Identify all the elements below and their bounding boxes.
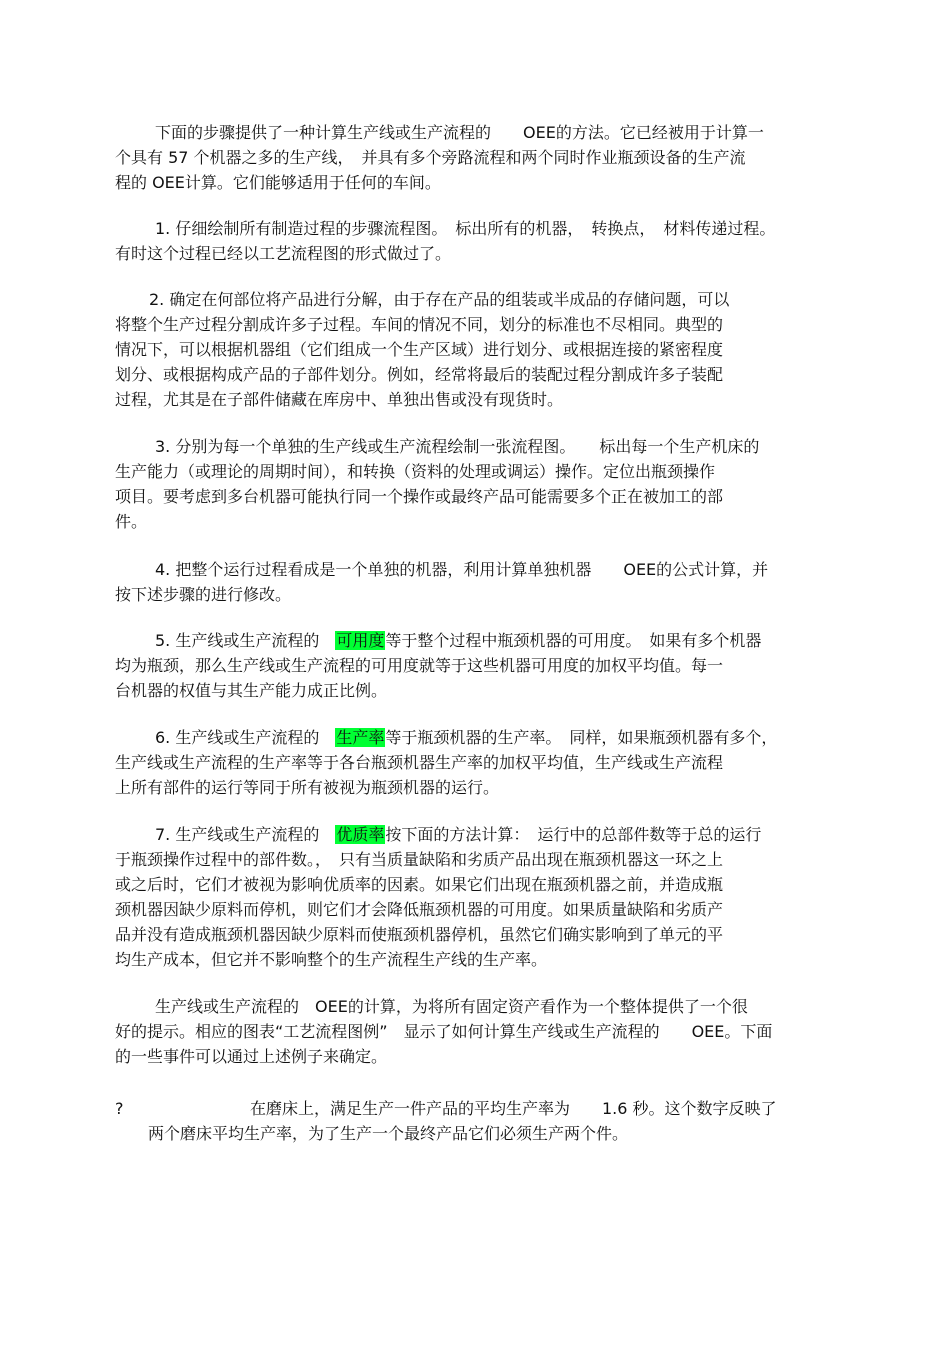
- step7-line-2: 于瓶颈操作过程中的部件数。， 只有当质量缺陷和劣质产品出现在瓶颈机器这一环之上: [115, 850, 724, 869]
- step5-line-3: 台机器的权值与其生产能力成正比例。: [115, 681, 388, 700]
- step3-paragraph-cont: [115, 459, 850, 534]
- step5-line-1: [155, 628, 850, 653]
- step7-line-5: 品并没有造成瓶颈机器因缺少原料而使瓶颈机器停机，虽然它们确实影响到了单元的平: [115, 925, 724, 944]
- step7-line-4: 颈机器因缺少原料而停机，则它们才会降低瓶颈机器的可用度。如果质量缺陷和劣质产: [115, 900, 724, 919]
- step5-highlight-availability: 可用度: [336, 631, 385, 650]
- step6-line-3: 上所有部件的运行等同于所有被视为瓶颈机器的运行。: [115, 778, 500, 797]
- step2-paragraph: [115, 287, 850, 312]
- step5-line-2: 均为瓶颈，那么生产线或生产流程的可用度就等于这些机器可用度的加权平均值。每一: [115, 656, 724, 675]
- step6-highlight-performance: 生产率: [336, 728, 385, 747]
- intro-line-1: 下面的步骤提供了一种计算生产线或生产流程的 OEE的方法。它已经被用于计算一: [155, 123, 764, 142]
- intro-line-2: 个具有 57 个机器之多的生产线， 并具有多个旁路流程和两个同时作业瓶颈设备的生产流: [115, 148, 746, 167]
- step7-paragraph-cont: [115, 847, 850, 972]
- step1-line-2: 有时这个过程已经以工艺流程图的形式做过了。: [115, 244, 452, 263]
- step3-line-2: 生产能力（或理论的周期时间），和转换（资料的处理或调运）操作。定位出瓶颈操作: [115, 462, 716, 481]
- step2-line-5: 过程，尤其是在子部件储藏在库房中、单独出售或没有现货时。: [115, 390, 564, 409]
- intro-paragraph: [115, 120, 850, 145]
- step6-paragraph: [115, 725, 850, 750]
- step2-line-2: 将整个生产过程分割成许多子过程。车间的情况不同，划分的标准也不尽相同。典型的: [115, 315, 724, 334]
- step1-line-1: 1. 仔细绘制所有制造过程的步骤流程图。 标出所有的机器， 转换点， 材料传递过程。: [155, 219, 776, 238]
- summary-line-1: 生产线或生产流程的 OEE的计算，为将所有固定资产看作为一个整体提供了一个很: [155, 997, 748, 1016]
- step6-line-2: 生产线或生产流程的生产率等于各台瓶颈机器生产率的加权平均值，生产线或生产流程: [115, 753, 724, 772]
- step3-paragraph: [115, 434, 850, 459]
- summary-line-3: 的一些事件可以通过上述例子来确定。: [115, 1047, 388, 1066]
- step4-line-1: 4. 把整个运行过程看成是一个单独的机器，利用计算单独机器 OEE的公式计算，并: [155, 560, 769, 579]
- step6-line-1: [155, 725, 850, 750]
- step6-suffix: 等于瓶颈机器的生产率。 同样，如果瓶颈机器有多个，: [385, 728, 778, 747]
- bullet-paragraph: [250, 1096, 850, 1121]
- step2-paragraph-cont: [115, 312, 850, 412]
- summary-paragraph-cont: [115, 1019, 850, 1069]
- step5-paragraph: [115, 628, 850, 653]
- step5-prefix: 5. 生产线或生产流程的: [155, 631, 336, 650]
- step7-suffix: 按下面的方法计算： 运行中的总部件数等于总的运行: [385, 825, 762, 844]
- intro-paragraph-cont: [115, 145, 850, 195]
- step4-paragraph: [115, 557, 850, 582]
- step3-line-4: 件。: [115, 512, 148, 531]
- step7-line-1: [155, 822, 850, 847]
- step3-line-1: 3. 分别为每一个单独的生产线或生产流程绘制一张流程图。 标出每一个生产机床的: [155, 437, 760, 456]
- step7-line-6: 均生产成本，但它并不影响整个的生产流程生产线的生产率。: [115, 950, 548, 969]
- step7-paragraph: [115, 822, 850, 847]
- step4-line-2: 按下述步骤的进行修改。: [115, 585, 292, 604]
- step4-paragraph-cont: [115, 582, 850, 607]
- step2-line-1: 2. 确定在何部位将产品进行分解，由于存在产品的组装或半成品的存储问题，可以: [149, 290, 730, 309]
- intro-line-3: 程的 OEE计算。它们能够适用于任何的车间。: [115, 173, 441, 192]
- step7-prefix: 7. 生产线或生产流程的: [155, 825, 336, 844]
- step5-paragraph-cont: [115, 653, 850, 703]
- step1-paragraph-cont: [115, 241, 850, 266]
- step7-line-3: 或之后时，它们才被视为影响优质率的因素。如果它们出现在瓶颈机器之前，并造成瓶: [115, 875, 724, 894]
- step7-highlight-quality: 优质率: [336, 825, 385, 844]
- step5-suffix: 等于整个过程中瓶颈机器的可用度。 如果有多个机器: [385, 631, 762, 650]
- bullet-marker: ?: [115, 1099, 124, 1118]
- step2-line-3: 情况下，可以根据机器组（它们组成一个生产区域）进行划分、或根据连接的紧密程度: [115, 340, 724, 359]
- step6-paragraph-cont: [115, 750, 850, 800]
- step2-line-4: 划分、或根据构成产品的子部件划分。例如，经常将最后的装配过程分割成许多子装配: [115, 365, 724, 384]
- bullet-line-2: 两个磨床平均生产率，为了生产一个最终产品它们必须生产两个件。: [148, 1124, 629, 1143]
- step6-prefix: 6. 生产线或生产流程的: [155, 728, 336, 747]
- summary-paragraph: [115, 994, 850, 1019]
- step1-paragraph: [115, 216, 850, 241]
- summary-line-2: 好的提示。相应的图表“工艺流程图例” 显示了如何计算生产线或生产流程的 OEE。下面: [115, 1022, 773, 1041]
- step3-line-3: 项目。要考虑到多台机器可能执行同一个操作或最终产品可能需要多个正在被加工的部: [115, 487, 724, 506]
- bullet-line-1: 在磨床上，满足生产一件产品的平均生产率为 1.6 秒。这个数字反映了: [250, 1099, 777, 1118]
- bullet-paragraph-cont: [148, 1121, 848, 1146]
